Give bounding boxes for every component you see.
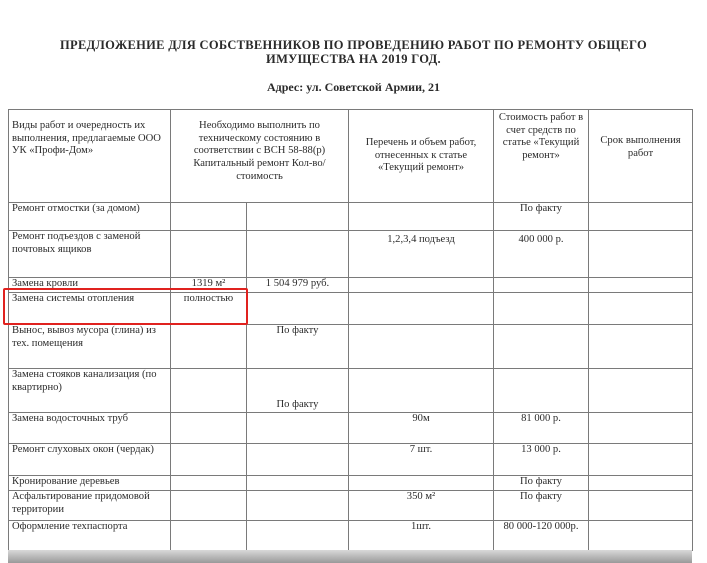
row-work: Вынос, вывоз мусора (глина) из тех. помещения — [9, 325, 171, 369]
header-scope: Перечень и объем работ, отнесенных к статье «Текущий ремонт» — [349, 110, 494, 203]
table-row — [9, 444, 693, 476]
row-qty — [171, 413, 247, 444]
row-work: Замена системы отопления — [9, 293, 171, 325]
row-capital-cost — [247, 521, 349, 551]
row-price: По факту — [494, 491, 589, 521]
row-scope: 1шт. — [349, 521, 494, 551]
row-capital-cost — [247, 476, 349, 491]
row-qty — [171, 521, 247, 551]
table-row — [9, 413, 693, 444]
row-term — [589, 444, 693, 476]
row-term — [589, 278, 693, 293]
row-term — [589, 521, 693, 551]
header-work-type: Виды работ и очередность их выполнения, предлагаемые ООО УК «Профи-Дом» — [9, 110, 171, 203]
row-term — [589, 325, 693, 369]
row-capital-cost — [247, 293, 349, 325]
row-term — [589, 203, 693, 231]
row-price: 13 000 р. — [494, 444, 589, 476]
row-capital-cost: По факту — [247, 325, 349, 369]
row-price: 81 000 р. — [494, 413, 589, 444]
row-work: Замена водосточных труб — [9, 413, 171, 444]
row-work: Ремонт отмостки (за домом) — [9, 203, 171, 231]
row-price — [494, 293, 589, 325]
row-qty: полностью — [171, 293, 247, 325]
row-scope: 7 шт. — [349, 444, 494, 476]
row-price: 80 000-120 000р. — [494, 521, 589, 551]
row-term — [589, 491, 693, 521]
row-scope: 90м — [349, 413, 494, 444]
address-line: Адрес: ул. Советской Армии, 21 — [266, 80, 440, 94]
table-row — [9, 325, 693, 369]
row-price: По факту — [494, 476, 589, 491]
row-scope — [349, 293, 494, 325]
header-capital-repair: Необходимо выполнить по техническому состоянию в соответствии с ВСН 58-88(р) Капитальный ремонт Кол-во/стоимость — [171, 110, 349, 203]
document-title-line-2: ИМУЩЕСТВА НА 2019 ГОД. — [266, 52, 441, 66]
row-term — [589, 369, 693, 413]
header-term: Срок выполнения работ — [589, 110, 693, 203]
row-term — [589, 413, 693, 444]
table-row — [9, 476, 693, 491]
row-qty — [171, 325, 247, 369]
row-scope — [349, 325, 494, 369]
row-price — [494, 278, 589, 293]
row-term — [589, 476, 693, 491]
document-title-line-1: ПРЕДЛОЖЕНИЕ ДЛЯ СОБСТВЕННИКОВ ПО ПРОВЕДЕНИЮ РАБОТ ПО РЕМОНТУ ОБЩЕГО — [60, 38, 647, 52]
row-capital-cost: По факту — [247, 369, 349, 413]
row-work: Ремонт слуховых окон (чердак) — [9, 444, 171, 476]
row-work: Кронирование деревьев — [9, 476, 171, 491]
row-scope — [349, 369, 494, 413]
row-work: Оформление техпаспорта — [9, 521, 171, 551]
header-cost: Стоимость работ в счет средств по статье «Текущий ремонт» — [494, 110, 589, 203]
row-price: По факту — [494, 203, 589, 231]
row-price: 400 000 р. — [494, 231, 589, 278]
row-term — [589, 293, 693, 325]
row-qty — [171, 476, 247, 491]
table-row — [9, 521, 693, 551]
row-work: Замена кровли — [9, 278, 171, 293]
row-qty — [171, 203, 247, 231]
row-capital-cost — [247, 203, 349, 231]
row-capital-cost: 1 504 979 руб. — [247, 278, 349, 293]
scan-shadow — [8, 550, 692, 563]
row-work: Асфальтирование придомовой территории — [9, 491, 171, 521]
table-row — [9, 369, 693, 413]
row-scope — [349, 476, 494, 491]
row-price — [494, 369, 589, 413]
row-qty — [171, 491, 247, 521]
table-row — [9, 231, 693, 278]
row-scope: 350 м² — [349, 491, 494, 521]
row-qty — [171, 444, 247, 476]
row-capital-cost — [247, 413, 349, 444]
row-work: Ремонт подъездов с заменой почтовых ящиков — [9, 231, 171, 278]
row-scope: 1,2,3,4 подъезд — [349, 231, 494, 278]
row-work: Замена стояков канализация (по квартирно) — [9, 369, 171, 413]
row-scope — [349, 278, 494, 293]
row-capital-cost — [247, 491, 349, 521]
row-qty — [171, 231, 247, 278]
row-scope — [349, 203, 494, 231]
table-header-row — [9, 110, 693, 203]
row-price — [494, 325, 589, 369]
row-capital-cost — [247, 231, 349, 278]
row-term — [589, 231, 693, 278]
highlight-box — [3, 288, 248, 325]
row-qty: 1319 м² — [171, 278, 247, 293]
row-capital-cost — [247, 444, 349, 476]
row-qty — [171, 369, 247, 413]
works-table — [8, 109, 693, 551]
table-row — [9, 491, 693, 521]
table-row — [9, 203, 693, 231]
